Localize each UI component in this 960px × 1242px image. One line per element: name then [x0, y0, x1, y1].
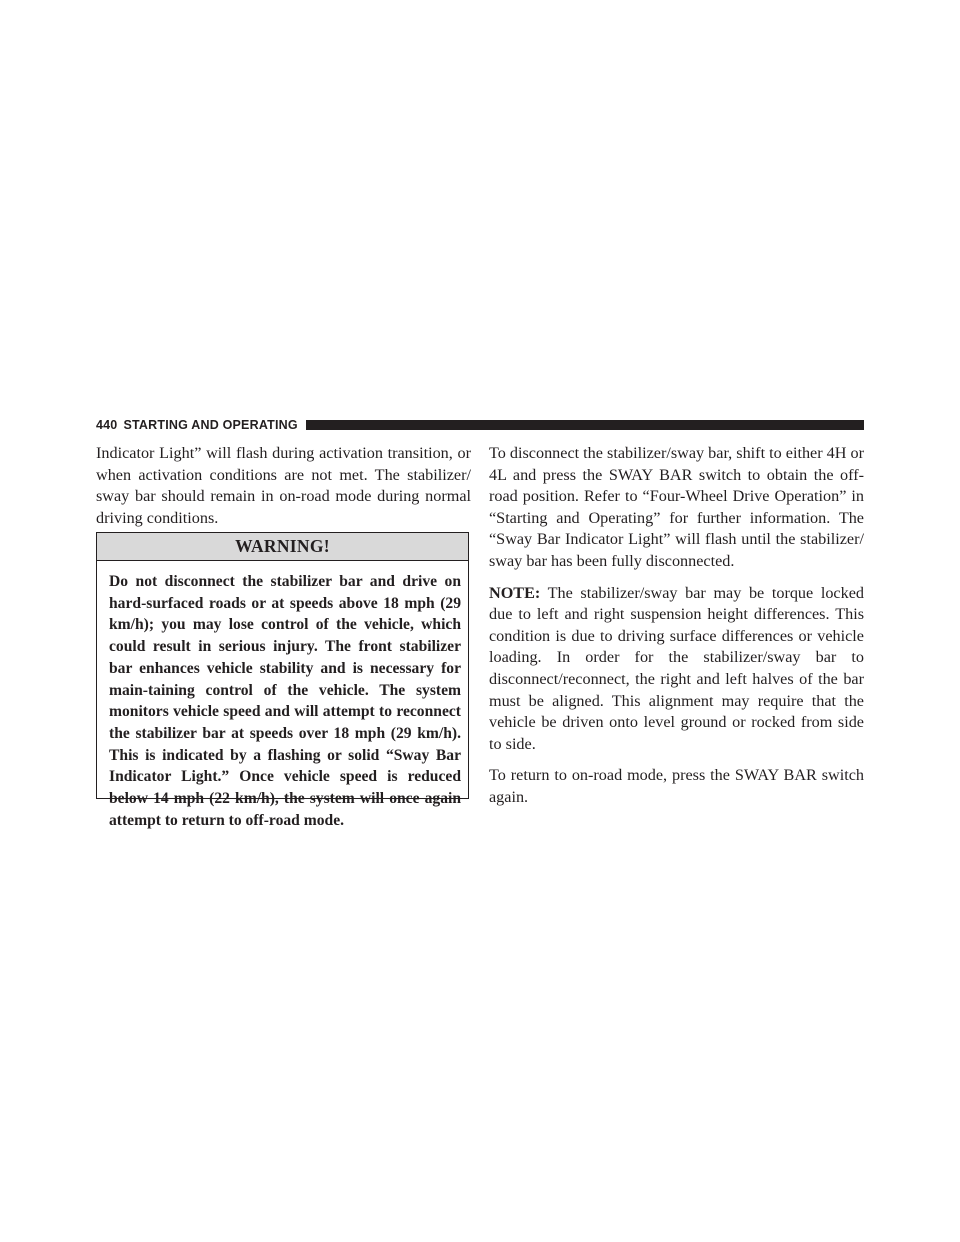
right-paragraph-disconnect: To disconnect the stabilizer/sway bar, shift to either 4H or 4L and press the SWAY BAR switch to obtain the off-road position. Refer to “Four-Wheel Drive Operation” in “Starting and Operating” for further information. The “Sway Bar Indicator Light” will flash until the stabilizer/ sway bar has been fully disconnected. — [489, 444, 864, 570]
left-column — [96, 443, 471, 539]
warning-box — [96, 532, 469, 829]
note-label: NOTE: — [489, 583, 541, 602]
warning-body: Do not disconnect the stabilizer bar and drive on hard-surfaced roads or at speeds above 18 mph (29 km/h); you may lose control of the vehicle, which could result in serious injury. The front stabilizer bar enhances vehicle stability and is necessary for main-taining control of the vehicle. The system monitors vehicle speed and will attempt to reconnect the stabilizer bar at speeds over 18 mph (29 km/h). This is indicated by a flashing or solid “Sway Bar Indicator Light.” Once vehicle speed is reduced below 14 mph (22 km/h), the system will once again attempt to return to off-road mode. — [109, 573, 461, 829]
right-column — [489, 443, 864, 819]
section-title: STARTING AND OPERATING — [123, 418, 298, 432]
note-text: The stabilizer/sway bar may be torque locked due to left and right suspension height differences. This condition is due to driving surface differences or vehicle loading. In order for the stabilizer/sway bar to disconnect/reconnect, the right and left halves of the bar must be aligned. This alignment may require that the vehicle be driven onto level ground or rocked from side to side. — [489, 583, 864, 753]
right-paragraph-return: To return to on-road mode, press the SWAY BAR switch again. — [489, 766, 864, 806]
warning-title: WARNING! — [97, 533, 468, 561]
note-paragraph — [489, 583, 864, 756]
header-rule — [306, 420, 864, 430]
left-paragraph: Indicator Light” will flash during activation transition, or when activation conditions are not met. The stabilizer/ sway bar should remain in on-road mode during normal driving conditions. — [96, 444, 471, 527]
page-number: 440 — [96, 418, 118, 432]
page-header — [96, 418, 864, 432]
